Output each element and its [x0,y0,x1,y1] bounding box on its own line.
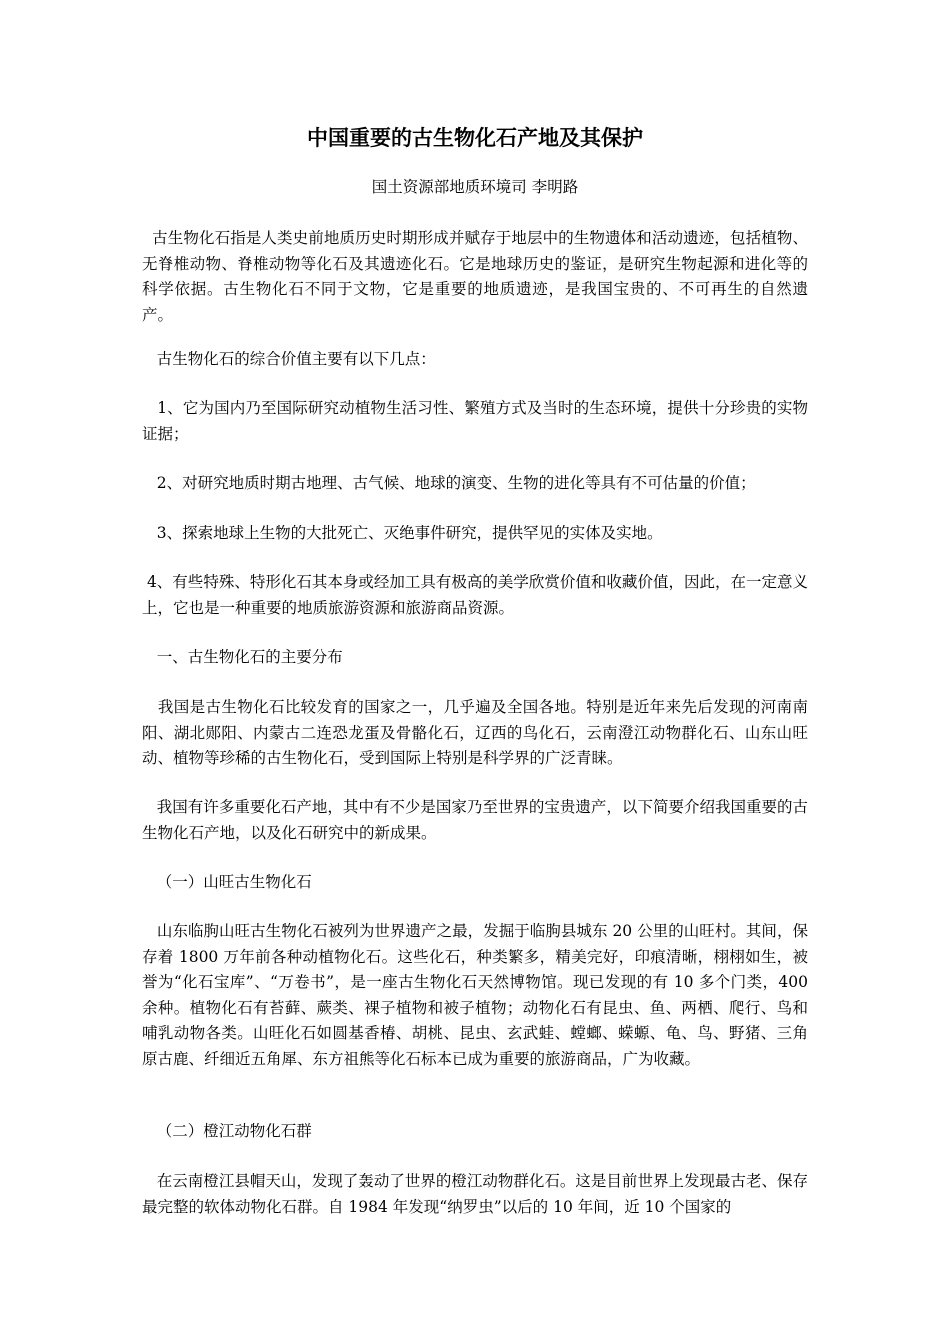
paragraph-intro: 古生物化石指是人类史前地质历史时期形成并赋存于地层中的生物遗体和活动遗迹，包括植物、无脊椎动物、脊椎动物等化石及其遗迹化石。它是地球历史的鉴证，是研究生物起源和进化等的科学依据。古生物化石不同于文物，它是重要的地质遗迹，是我国宝贵的、不可再生的自然遗产。 [142,229,808,324]
paragraph-value-4: 4、有些特殊、特形化石其本身或经加工具有极高的美学欣赏价值和收藏价值，因此，在一定意义上，它也是一种重要的地质旅游资源和旅游商品资源。 [142,573,808,617]
paragraph-value-1: 1、它为国内乃至国际研究动植物生活习性、繁殖方式及当时的生态环境，提供十分珍贵的实物证据； [142,399,808,443]
paragraph-chengjiang: 在云南橙江县帽天山，发现了轰动了世界的橙江动物群化石。这是目前世界上发现最古老、保存最完整的软体动物化石群。自 1984 年发现“纳罗虫”以后的 10 年间，近 10 个国家的 [142,1172,808,1216]
document-author: 国土资源部地质环境司 李明路 [371,178,579,196]
paragraph-value-3: 3、探索地球上生物的大批死亡、灭绝事件研究，提供罕见的实体及实地。 [142,524,663,542]
section-heading-distribution: 一、古生物化石的主要分布 [142,648,343,666]
paragraph-distribution: 我国是古生物化石比较发育的国家之一，几乎遍及全国各地。特别是近年来先后发现的河南南阳、湖北郧阳、内蒙古二连恐龙蛋及骨骼化石，辽西的鸟化石，云南澄江动物群化石、山东山旺动、植物等珍稀的古生物化石，受到国际上特别是科学界的广泛青睐。 [142,698,809,767]
paragraph-value-heading: 古生物化石的综合价值主要有以下几点： [142,350,436,368]
paragraph-shanwang: 山东临朐山旺古生物化石被列为世界遗产之最，发掘于临朐县城东 20 公里的山旺村。其间，保存着 1800 万年前各种动植物化石。这些化石，种类繁多，精美完好，印痕清晰，栩栩如生，被誉为“化石宝库”、“万卷书”，是一座古生物化石天然博物馆。现已发现的有 10 多个门类，400 余种。植物化石有苔藓、蕨类、裸子植物和被子植物；动物化石有昆虫、鱼、两栖、爬行、鸟和哺乳动物各类。山旺化石如圆基香椿、胡桃、昆虫、玄武蛙、螳螂、蝾螈、龟、鸟、野猪、三角原古鹿、纤细近五角犀、东方祖熊等化石标本已成为重要的旅游商品，广为收藏。 [142,922,813,1068]
subsection-heading-chengjiang: （二）橙江动物化石群 [142,1122,312,1140]
paragraph-value-2: 2、对研究地质时期古地理、古气候、地球的演变、生物的进化等具有不可估量的价值； [142,474,756,492]
paragraph-sites-intro: 我国有许多重要化石产地，其中有不少是国家乃至世界的宝贵遗产，以下简要介绍我国重要的古生物化石产地，以及化石研究中的新成果。 [142,798,808,842]
document-title: 中国重要的古生物化石产地及其保护 [307,125,643,150]
subsection-heading-shanwang: （一）山旺古生物化石 [142,873,312,891]
